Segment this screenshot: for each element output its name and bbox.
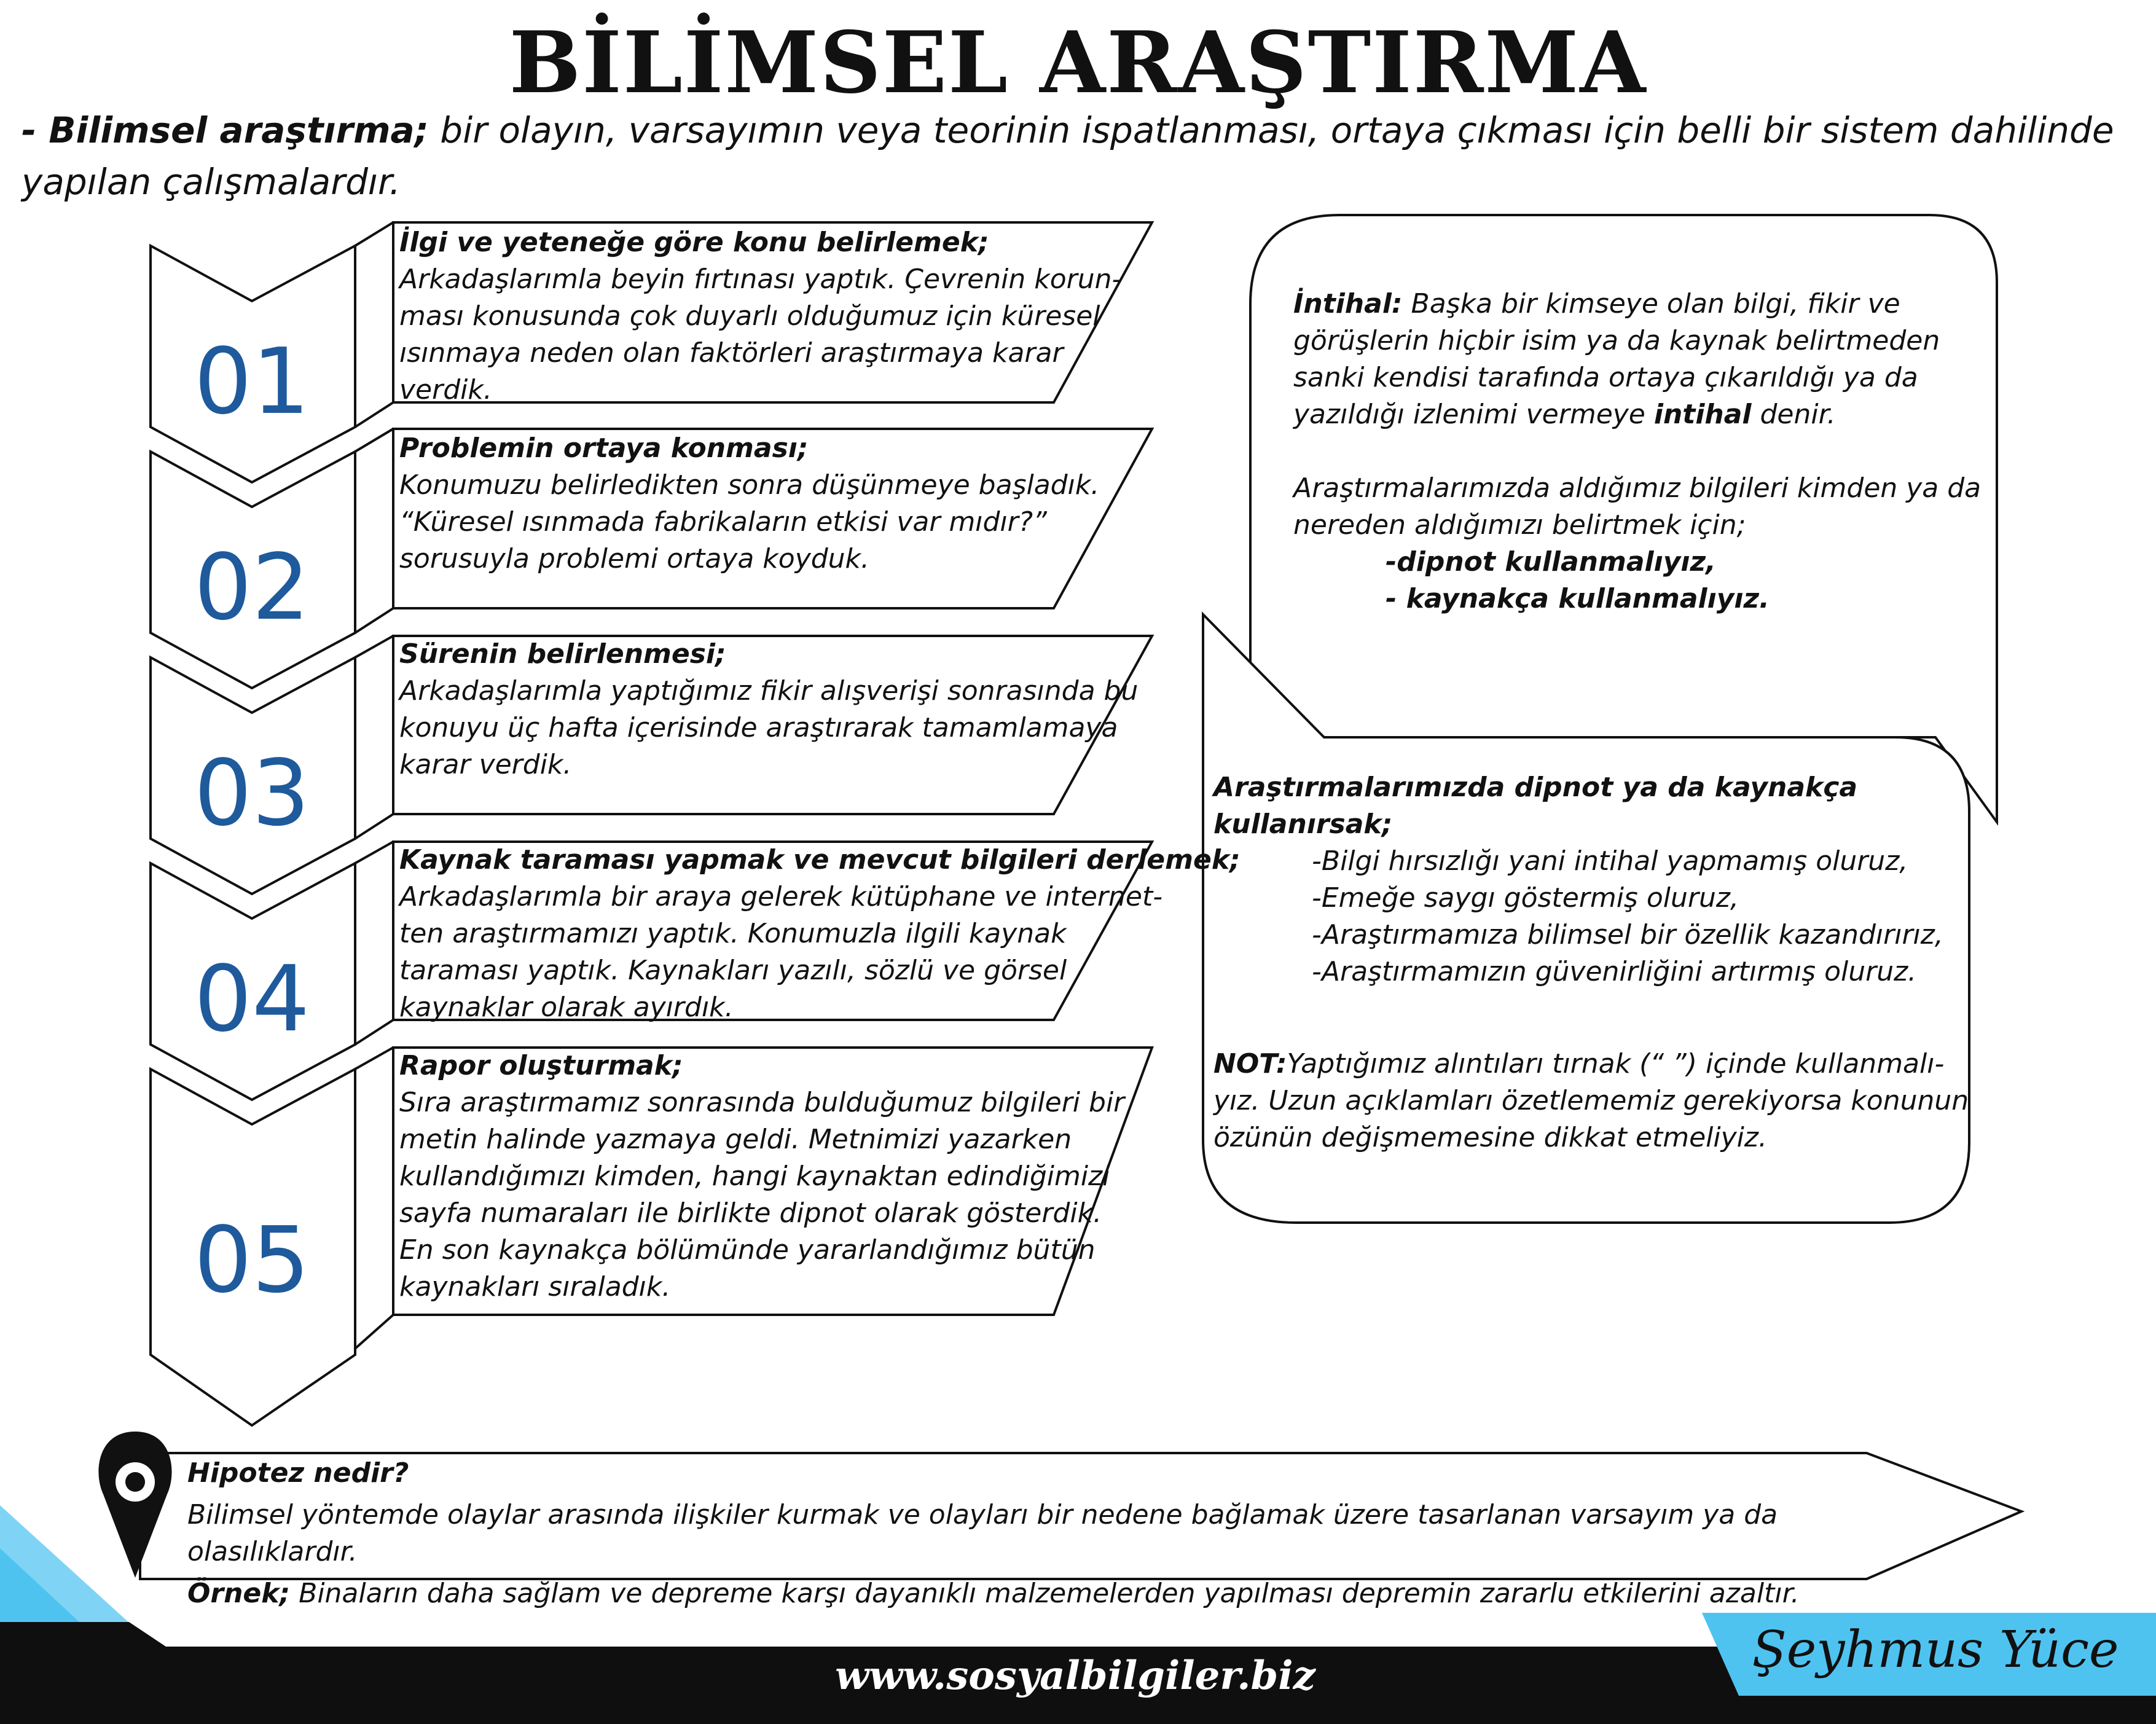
step-heading: Problemin ortaya konması; [399,433,809,464]
note-label: NOT: [1213,1048,1287,1079]
intihal-term: İntihal: [1293,288,1403,319]
step-number-02: 02 [194,535,310,640]
step-body: Arkadaşlarımla bir araya gelerek kütüphane ve internet- ten araştırmamızı yaptık. Konumuzla ilgili kaynak taraması yaptık. Kaynakları yazılı, sözlü ve görsel kaynaklar olarak ayırdık. [399,881,1163,1023]
author-signature: Şeyhmus Yüce [1752,1621,2119,1679]
step-number-03: 03 [194,740,310,846]
page-title: BİLİMSEL ARAŞTIRMA [509,12,1647,112]
note-text: Yaptığımız alıntıları tırnak (“ ”) içinde kullanmalı- yız. Uzun açıklamları özetlememiz gerekiyorsa konunun özünün değişmemesine dikkat etmeliyiz. [1213,1048,1969,1153]
footer-website: www.sosyalbilgiler.biz [835,1653,1315,1699]
hypothesis-section [187,1455,1908,1612]
step-body: Sıra araştırmamız sonrasında bulduğumuz bilgileri bir metin halinde yazmaya geldi. Metnimizi yazarken kullandığımızı kimden, hangi kaynaktan edindiğimizi sayfa numaraları ile birlikte dipnot olarak gösterdik. En son kaynakça bölümünde yararlandığımız bütün kaynakları sıraladık. [399,1087,1125,1303]
benefit-item: -Emeğe saygı göstermiş oluruz, [1312,882,1739,914]
step-text-01 [399,224,1121,409]
step-heading: Kaynak taraması yapmak ve mevcut bilgileri derlemek; [399,844,1241,876]
citation-item-bibliography: - kaynakça kullanmalıyız. [1386,583,1770,614]
step-text-02 [399,430,1099,578]
step-text-05 [399,1048,1124,1306]
step-body: Konumuzu belirledikten sonra düşünmeye başladık. “Küresel ısınmada fabrikaların etkisi var mıdır?” sorusuyla problemi ortaya koyduk. [399,469,1100,574]
plagiarism-definition [1293,286,2000,617]
citation-benefits [1213,769,1969,1156]
step-number-01: 01 [194,329,310,434]
benefit-item: -Araştırmamıza bilimsel bir özellik kazandırırız, [1312,919,1943,950]
intihal-text-a: Başka bir kimseye olan bilgi, fikir ve görüşlerin hiçbir isim ya da kaynak belirtmeden sanki kendisi tarafında ortaya çıkarıldığı ya da yazıldığı izlenimi vermeye [1293,288,1940,430]
hypothesis-definition: Bilimsel yöntemde olaylar arasında ilişkiler kurmak ve olayları bir nedene bağlamak üzere tasarlanan varsayım ya da olasılıklardır. [187,1499,1778,1567]
step-body: Arkadaşlarımla beyin fırtınası yaptık. Çevrenin korun- ması konusunda çok duyarlı olduğumuz için küresel ısınmaya neden olan faktörleri araştırmaya karar verdik. [399,264,1122,406]
step-text-03 [399,636,1138,783]
step-body: Arkadaşlarımla yaptığımız fikir alışverişi sonrasında bu konuyu üç hafta içerisinde araştırarak tamamlamaya karar verdik. [399,675,1139,780]
citation-item-footnote: -dipnot kullanmalıyız, [1386,546,1716,578]
citation-intro: Araştırmalarımızda aldığımız bilgileri kimden ya da nereden aldığımızı belirtmek için; [1293,472,1982,541]
intro-term: - Bilimsel araştırma; [22,109,429,151]
step-text-04 [399,842,1241,1026]
benefit-item: -Araştırmamızın güvenirliğini artırmış oluruz. [1312,956,1917,987]
step-number-04: 04 [194,946,310,1052]
step-heading: İlgi ve yeteneğe göre konu belirlemek; [399,227,989,258]
step-heading: Rapor oluşturmak; [399,1050,683,1081]
benefit-item: -Bilgi hırsızlığı yani intihal yapmamış oluruz, [1312,845,1908,877]
benefits-heading: Araştırmalarımızda dipnot ya da kaynakça kullanırsak; [1213,772,1858,840]
hypothesis-heading: Hipotez nedir? [187,1457,409,1489]
example-label: Örnek; [187,1578,291,1609]
step-number-05: 05 [194,1207,310,1313]
example-text: Binaların daha sağlam ve depreme karşı dayanıklı malzemelerden yapılması depremin zararlu etkilerini azaltır. [290,1578,1800,1609]
step-heading: Sürenin belirlenmesi; [399,638,726,670]
intihal-term-inline: intihal [1653,399,1752,430]
intihal-text-b: denir. [1751,399,1836,430]
intro-text: bir olayın, varsayımın veya teorinin ispatlanması, ortaya çıkması için belli bir sistem dahilinde yapılan çalışmalardır. [22,109,2114,203]
